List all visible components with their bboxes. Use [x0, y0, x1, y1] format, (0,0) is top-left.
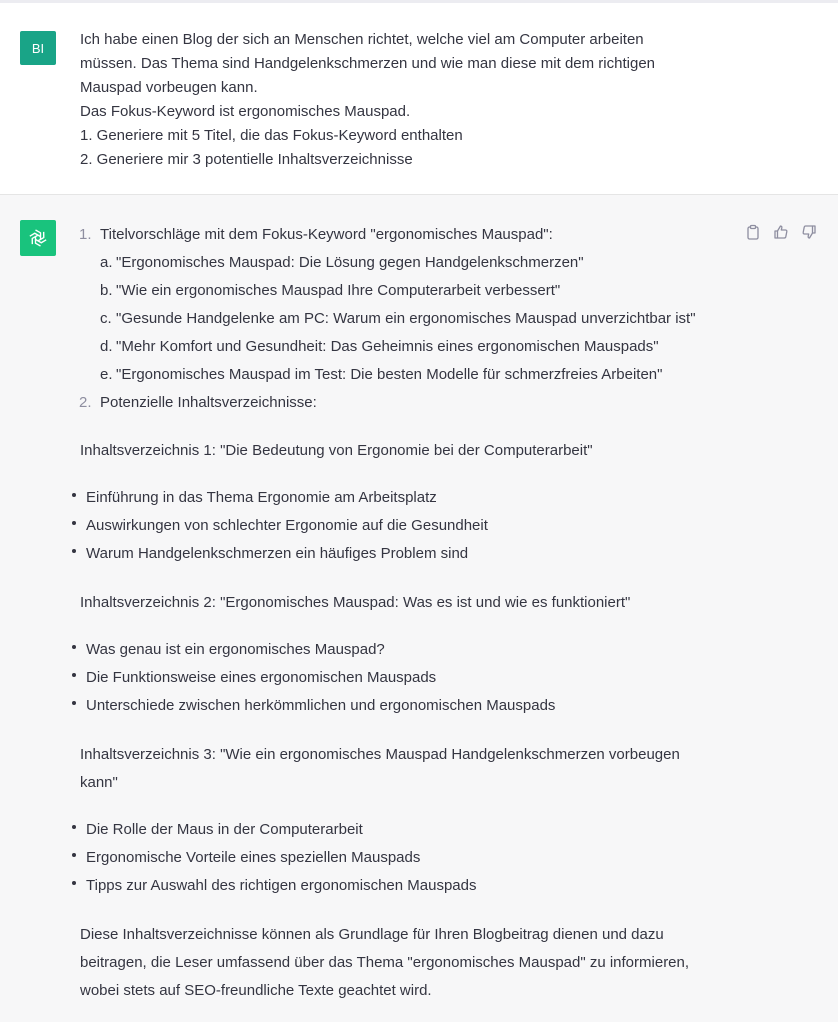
toc-title: Inhaltsverzeichnis 1: "Die Bedeutung von Ergonomie bei der Computerarbeit" — [80, 442, 593, 459]
bullet-icon — [72, 549, 76, 553]
user-message-text — [80, 28, 720, 172]
assistant-message — [0, 195, 838, 1022]
user-avatar — [20, 31, 56, 65]
user-line: müssen. Das Thema sind Handgelenkschmerzen und wie man diese mit dem richtigen — [80, 55, 656, 72]
title-suggestion: "Ergonomisches Mauspad im Test: Die besten Modelle für schmerzfreies Arbeiten" — [116, 366, 663, 383]
thumbs-up-icon[interactable] — [772, 223, 790, 241]
toc-item: Unterschiede zwischen herkömmlichen und ergonomischen Mauspads — [86, 697, 556, 714]
closing-paragraph-line: Diese Inhaltsverzeichnisse können als Grundlage für Ihren Blogbeitrag dienen und dazu — [80, 926, 664, 943]
list-number: 2. — [79, 394, 92, 411]
toc-title: Inhaltsverzeichnis 3: "Wie ein ergonomisches Mauspad Handgelenkschmerzen vorbeugen — [80, 746, 680, 763]
toc-title: Inhaltsverzeichnis 2: "Ergonomisches Mauspad: Was es ist und wie es funktioniert" — [80, 594, 631, 611]
title-suggestion: "Ergonomisches Mauspad: Die Lösung gegen Handgelenkschmerzen" — [116, 254, 584, 271]
bullet-icon — [72, 701, 76, 705]
toc-item: Auswirkungen von schlechter Ergonomie auf die Gesundheit — [86, 517, 488, 534]
title-suggestion: "Gesunde Handgelenke am PC: Warum ein ergonomisches Mauspad unverzichtbar ist" — [116, 310, 696, 327]
title-suggestion: "Mehr Komfort und Gesundheit: Das Geheimnis eines ergonomischen Mauspads" — [116, 338, 659, 355]
user-line: Mauspad vorbeugen kann. — [80, 79, 258, 96]
bullet-icon — [72, 645, 76, 649]
thumbs-down-icon[interactable] — [800, 223, 818, 241]
user-avatar-initials: BI — [31, 40, 45, 56]
user-line: Ich habe einen Blog der sich an Menschen richtet, welche viel am Computer arbeiten — [80, 31, 644, 48]
bullet-icon — [72, 853, 76, 857]
toc-item: Die Rolle der Maus in der Computerarbeit — [86, 821, 363, 838]
closing-paragraph-line: wobei stets auf SEO-freundliche Texte geachtet wird. — [80, 982, 432, 999]
user-message — [0, 3, 838, 195]
bullet-icon — [72, 673, 76, 677]
sub-list-marker: b. — [100, 282, 113, 299]
sub-list-marker: d. — [100, 338, 113, 355]
bullet-icon — [72, 521, 76, 525]
copy-icon[interactable] — [744, 223, 762, 241]
sub-list-marker: e. — [100, 366, 113, 383]
user-line: 2. Generiere mir 3 potentielle Inhaltsverzeichnisse — [80, 151, 413, 168]
toc-item: Die Funktionsweise eines ergonomischen Mauspads — [86, 669, 437, 686]
closing-paragraph-line: beitragen, die Leser umfassend über das Thema "ergonomisches Mauspad" zu informieren, — [80, 954, 690, 971]
list-heading: Potenzielle Inhaltsverzeichnisse: — [100, 394, 317, 411]
bullet-icon — [72, 881, 76, 885]
toc-title: kann" — [80, 774, 118, 791]
toc-item: Einführung in das Thema Ergonomie am Arbeitsplatz — [86, 489, 437, 506]
sub-list-marker: a. — [100, 254, 113, 271]
user-line: 1. Generiere mit 5 Titel, die das Fokus-Keyword enthalten — [80, 127, 463, 144]
toc-item: Ergonomische Vorteile eines speziellen Mauspads — [86, 849, 421, 866]
bullet-icon — [72, 825, 76, 829]
bullet-icon — [72, 493, 76, 497]
toc-item: Tipps zur Auswahl des richtigen ergonomischen Mauspads — [86, 877, 477, 894]
user-line: Das Fokus-Keyword ist ergonomisches Mauspad. — [80, 103, 411, 120]
chatgpt-logo-icon — [20, 220, 56, 256]
title-suggestion: "Wie ein ergonomisches Mauspad Ihre Computerarbeit verbessert" — [116, 282, 561, 299]
list-heading: Titelvorschläge mit dem Fokus-Keyword "ergonomisches Mauspad": — [100, 226, 553, 243]
message-actions — [744, 223, 824, 243]
list-number: 1. — [79, 226, 92, 243]
toc-item: Was genau ist ein ergonomisches Mauspad? — [86, 641, 385, 658]
toc-item: Warum Handgelenkschmerzen ein häufiges Problem sind — [86, 545, 469, 562]
sub-list-marker: c. — [100, 310, 112, 327]
